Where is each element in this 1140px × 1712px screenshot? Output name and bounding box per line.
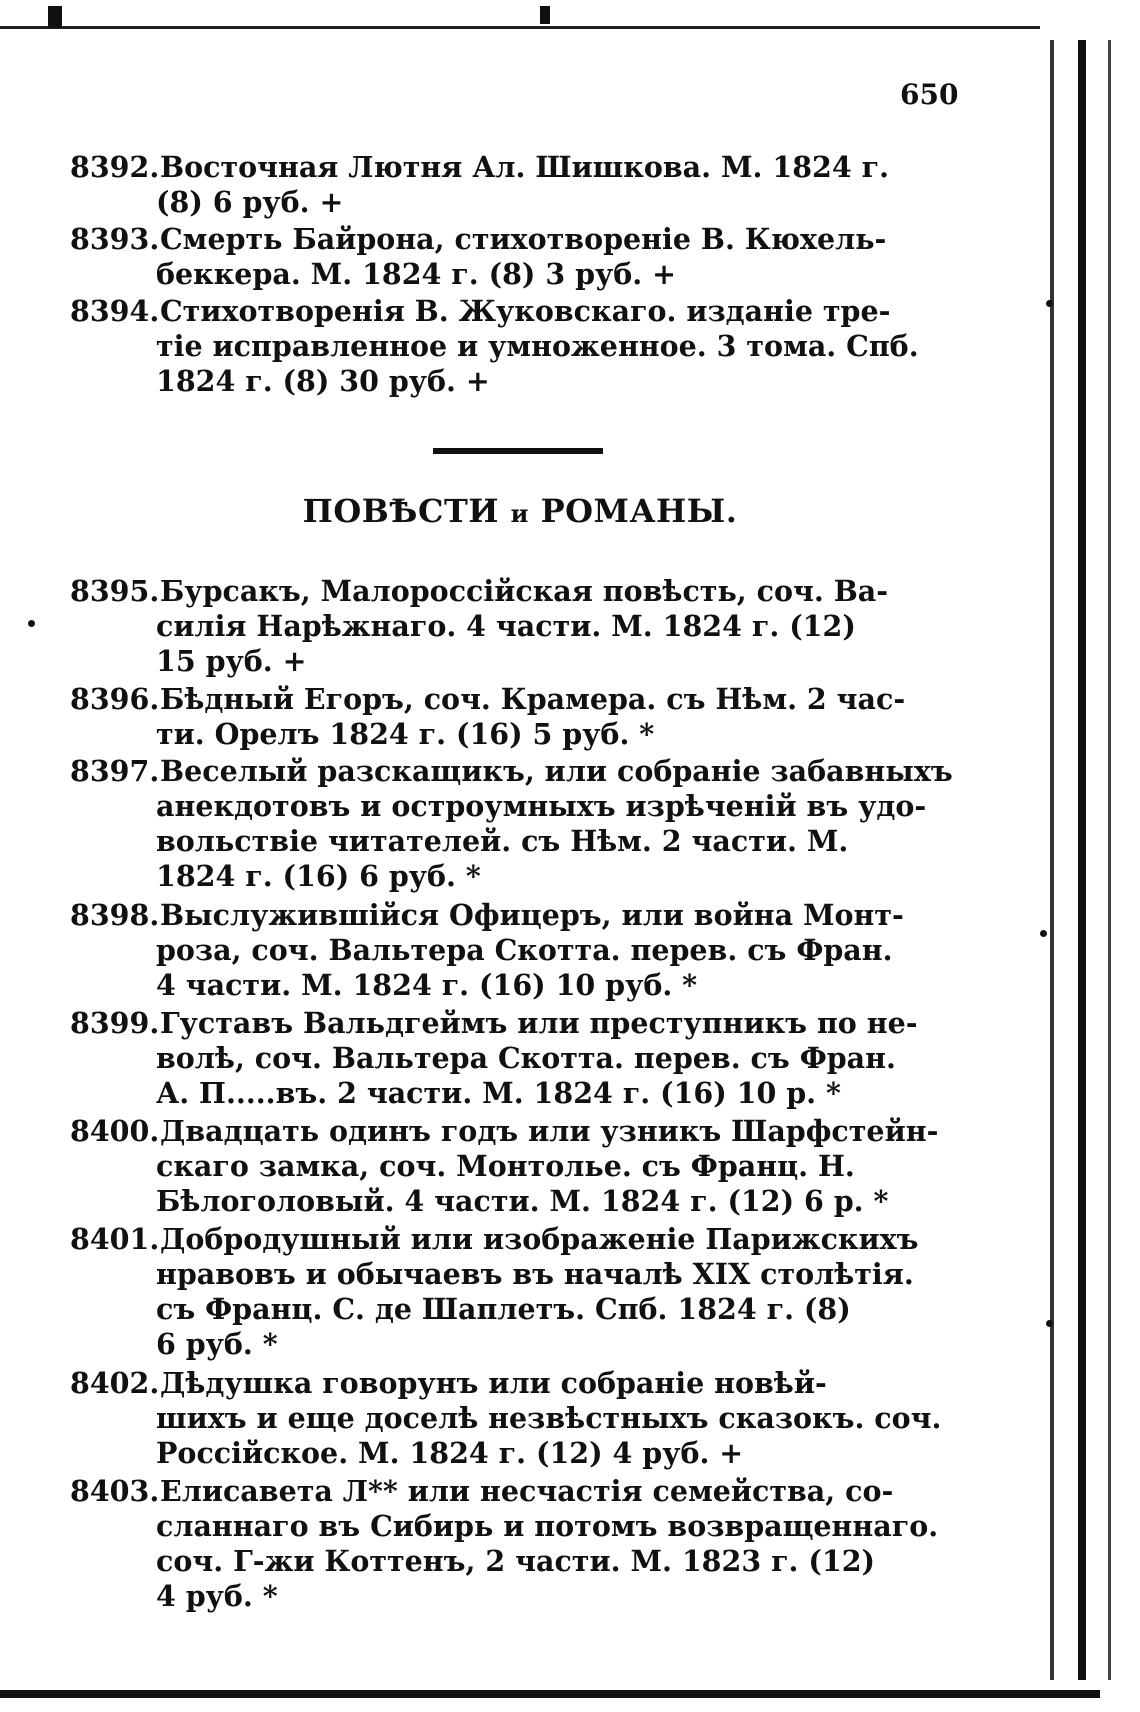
entry-line: съ Франц. С. де Шаплетъ. Спб. 1824 г. (8)	[156, 1292, 851, 1326]
entry-line: 8393.Смерть Байрона, стихотвореніе В. Кюхель-	[70, 222, 887, 256]
entry-line: 8401.Добродушный или изображеніе Парижскихъ	[70, 1222, 919, 1256]
catalog-entry	[70, 294, 950, 399]
entry-line: 8400.Двадцать одинъ годъ или узникъ Шарфстейн-	[70, 1114, 939, 1148]
entry-line: 8395.Бурсакъ, Малороссійская повѣсть, соч. Ва-	[70, 574, 889, 608]
entry-line: соч. Г-жи Коттенъ, 2 части. М. 1823 г. (12)	[156, 1544, 876, 1578]
entry-line: 8394.Стихотворенія В. Жуковскаго. изданіе тре-	[70, 294, 891, 328]
entry-line: (8) 6 руб. +	[156, 185, 344, 219]
entry-line: 6 руб. *	[156, 1327, 278, 1361]
entry-line: 8402.Дѣдушка говорунъ или собраніе новѣй-	[70, 1366, 827, 1400]
entry-number: 8396.	[70, 682, 160, 716]
entry-line: 8396.Бѣдный Егоръ, соч. Крамера. съ Нѣм. 2 час-	[70, 682, 906, 716]
catalog-entry	[70, 574, 950, 679]
entry-number: 8402.	[70, 1366, 160, 1400]
entry-line: сланнаго въ Сибирь и потомъ возвращеннаго.	[156, 1509, 939, 1543]
entry-line: шихъ и еще доселѣ незвѣстныхъ сказокъ. соч.	[156, 1401, 942, 1435]
catalog-entry	[70, 1222, 950, 1362]
entry-line: 1824 г. (16) 6 руб. *	[156, 859, 481, 893]
entry-line: роза, соч. Вальтера Скотта. перев. съ Фран.	[156, 933, 893, 967]
entry-number: 8394.	[70, 294, 160, 328]
catalog-entry	[70, 150, 950, 220]
entry-number: 8399.	[70, 1006, 160, 1040]
catalog-entry	[70, 1474, 950, 1614]
entry-line: тіе исправленное и умноженное. 3 тома. Спб.	[156, 329, 919, 363]
entry-line: скаго замка, соч. Монтолье. съ Франц. Н.	[156, 1149, 855, 1183]
entry-number: 8392.	[70, 150, 160, 184]
entry-number: 8403.	[70, 1474, 160, 1508]
entry-line: 8392.Восточная Лютня Ал. Шишкова. М. 1824 г.	[70, 150, 889, 184]
entry-number: 8397.	[70, 754, 160, 788]
entry-number: 8401.	[70, 1222, 160, 1256]
scan-mark	[540, 6, 550, 24]
catalog-entry	[70, 1006, 950, 1111]
entry-number: 8395.	[70, 574, 160, 608]
scan-right-edge	[1108, 40, 1111, 1680]
entry-line: 8398.Выслужившійся Офицеръ, или война Монт-	[70, 898, 904, 932]
entry-line: 8399.Густавъ Вальдгеймъ или преступникъ по не-	[70, 1006, 918, 1040]
entry-line: 4 руб. *	[156, 1579, 278, 1613]
entry-number: 8393.	[70, 222, 160, 256]
section-divider	[433, 448, 603, 454]
catalog-entry	[70, 222, 950, 292]
entry-line: вольствіе читателей. съ Нѣм. 2 части. М.	[156, 824, 849, 858]
entry-line: 8403.Елисавета Л** или несчастія семейства, со-	[70, 1474, 894, 1508]
entry-line: 4 части. М. 1824 г. (16) 10 руб. *	[156, 968, 698, 1002]
scan-speck	[1046, 300, 1053, 307]
scan-speck	[28, 620, 35, 627]
entry-line: Бѣлоголовый. 4 части. М. 1824 г. (12) 6 р. *	[156, 1184, 889, 1218]
catalog-entry	[70, 1114, 950, 1219]
entry-number: 8398.	[70, 898, 160, 932]
section-heading: ПОВѢСТИ и РОМАНЫ.	[302, 492, 738, 530]
entry-line: анекдотовъ и остроумныхъ изрѣченій въ удо-	[156, 789, 927, 823]
catalog-entry	[70, 1366, 950, 1471]
entry-line: ти. Орелъ 1824 г. (16) 5 руб. *	[156, 717, 655, 751]
entry-line: 8397.Веселый разскащикъ, или собраніе забавныхъ	[70, 754, 953, 788]
scan-right-edge	[1078, 40, 1086, 1680]
entry-line: 15 руб. +	[156, 644, 307, 678]
page-number: 650	[900, 78, 959, 111]
scan-mark	[48, 6, 62, 28]
entry-line: нравовъ и обычаевъ въ началѣ XIX столѣтія.	[156, 1257, 914, 1291]
entry-number: 8400.	[70, 1114, 160, 1148]
scan-speck	[1040, 930, 1047, 937]
scan-right-edge	[1050, 40, 1054, 1680]
scan-speck	[1046, 1320, 1053, 1327]
entry-line: 1824 г. (8) 30 руб. +	[156, 364, 490, 398]
entry-line: силія Нарѣжнаго. 4 части. М. 1824 г. (12)	[156, 609, 856, 643]
entry-line: А. П.....въ. 2 части. М. 1824 г. (16) 10 р. *	[156, 1076, 841, 1110]
entry-line: беккера. М. 1824 г. (8) 3 руб. +	[156, 257, 676, 291]
catalog-entry	[70, 682, 950, 752]
entry-line: волѣ, соч. Вальтера Скотта. перев. съ Фран.	[156, 1041, 896, 1075]
scan-bottom-edge	[0, 1690, 1100, 1698]
catalog-entry	[70, 754, 953, 894]
scan-top-edge	[0, 0, 1040, 29]
entry-line: Россійское. М. 1824 г. (12) 4 руб. +	[156, 1436, 744, 1470]
catalog-entry	[70, 898, 950, 1003]
